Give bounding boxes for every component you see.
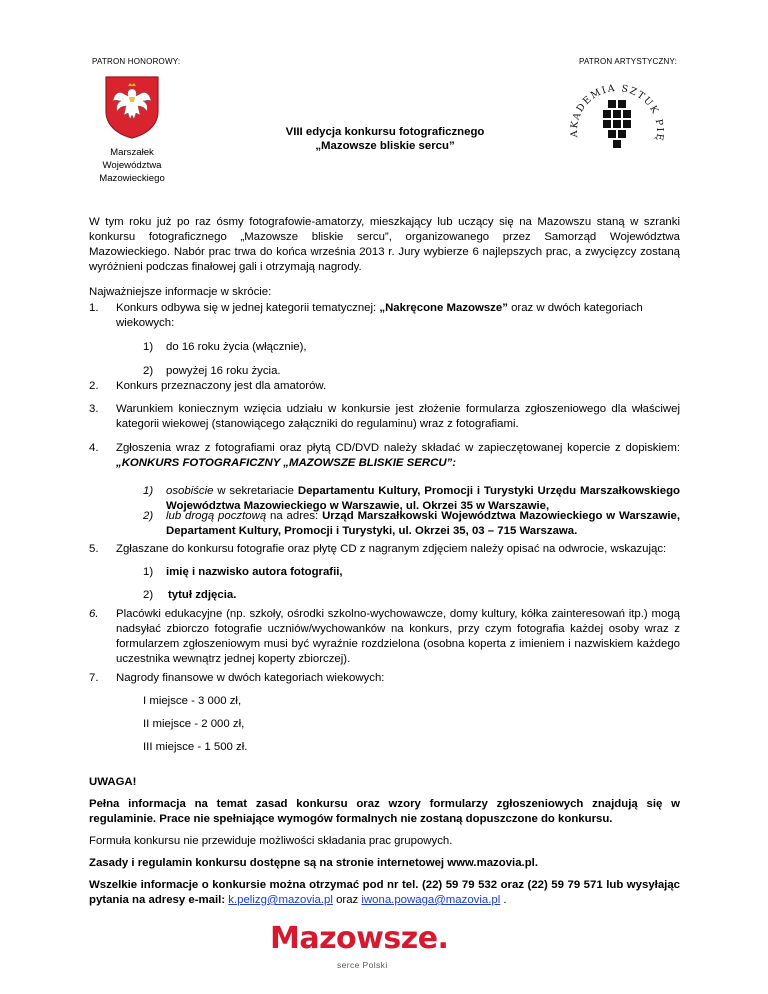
item-1-sub-2-number: 2) xyxy=(143,365,154,377)
marszalek-line-2: Województwa xyxy=(102,160,162,171)
item-5-sub-1: imię i nazwisko autora fotografii, xyxy=(166,566,343,578)
document-title xyxy=(250,125,520,153)
item-4-sub-2-mode: lub drogą pocztową xyxy=(166,510,267,522)
marszalek-caption xyxy=(80,146,184,185)
contact-text: Wszelkie informacje o konkursie można otrzymać pod nr tel. (22) 59 79 532 oraz (22) 59 79 571 lub wysyłając pytania na adresy e-mail: xyxy=(89,879,680,906)
email-link-1[interactable]: k.pelizg@mazovia.pl xyxy=(228,894,333,906)
academy-logo-icon xyxy=(562,70,672,180)
item-5-sub-2-number: 2) xyxy=(143,589,154,601)
item-4-text: Zgłoszenia wraz z fotografiami oraz płytą CD/DVD należy składać w zapieczętowanej kopercie z dopiskiem: xyxy=(116,442,680,454)
item-5: Zgłaszane do konkursu fotografie oraz płytę CD z nagranym zdjęciem należy opisać na odwrocie, wskazując: xyxy=(116,543,667,555)
mazowsze-logo xyxy=(270,922,470,982)
prize-2: II miejsce - 2 000 zł, xyxy=(143,718,245,730)
item-7: Nagrody finansowe w dwóch kategoriach wiekowych: xyxy=(116,672,385,684)
item-5-sub-2: tytuł zdjęcia. xyxy=(168,589,237,601)
item-4-inscription: „KONKURS FOTOGRAFICZNY „MAZOWSZE BLISKIE SERCU”: xyxy=(116,457,457,469)
coat-of-arms-icon xyxy=(104,75,160,139)
item-4-sub-1-number: 1) xyxy=(143,485,154,497)
email-link-2[interactable]: iwona.powaga@mazovia.pl xyxy=(361,894,501,906)
item-4-sub-2 xyxy=(166,509,680,539)
item-number-1: 1. xyxy=(89,302,99,314)
item-number-2: 2. xyxy=(89,380,99,392)
item-4-sub-1-mode: osobiście xyxy=(166,485,214,497)
marszalek-line-3: Mazowieckiego xyxy=(99,173,165,184)
item-3: Warunkiem koniecznym wzięcia udziału w konkursie jest złożenie formularza zgłoszeniowego dla właściwej kategorii wiekowej (stanowiącego załączniki do regulaminu) wraz z fotografiami. xyxy=(116,403,680,430)
item-number-4: 4. xyxy=(89,442,99,454)
full-info-note: Pełna informacja na temat zasad konkursu oraz wzory formularzy zgłoszeniowych znajdują się w regulaminie. Prace nie spełniające wymogów formalnych nie zostaną dopuszczone do konkursu. xyxy=(89,798,680,825)
item-4-sub-2-mid: na adres: xyxy=(266,510,323,522)
contact-post: . xyxy=(500,894,507,906)
item-number-7: 7. xyxy=(89,672,99,684)
mazowsze-logo-tagline: serce Polski xyxy=(337,960,388,970)
contact-info xyxy=(89,878,680,908)
patron-honorowy-label: PATRON HONOROWY: xyxy=(92,57,181,66)
patron-artystyczny-label: PATRON ARTYSTYCZNY: xyxy=(579,57,678,66)
prize-3: III miejsce - 1 500 zł. xyxy=(143,741,248,753)
group-works-note: Formuła konkursu nie przewiduje możliwości składania prac grupowych. xyxy=(89,835,453,847)
title-line-2: „Mazowsze bliskie sercu” xyxy=(315,140,455,152)
item-4-sub-2-number: 2) xyxy=(143,510,154,522)
marszalek-line-1: Marszałek xyxy=(110,147,154,158)
item-1-sub-2: powyżej 16 roku życia. xyxy=(166,365,281,377)
item-1 xyxy=(116,301,680,331)
item-1-text-post: oraz w dwóch kategoriach wiekowych: xyxy=(116,302,643,329)
item-4-sub-1-address: Departamentu Kultury, Promocji i Turystyki Urzędu Marszałkowskiego Województwa Mazowieckiego w Warszawie, ul. Okrzei 35 w Warszawie, xyxy=(166,485,681,512)
item-1-sub-1-number: 1) xyxy=(143,341,154,353)
summary-heading: Najważniejsze informacje w skrócie: xyxy=(89,286,272,298)
uwaga-heading: UWAGA! xyxy=(89,776,137,788)
item-6: Placówki edukacyjne (np. szkoły, ośrodki szkolno-wychowawcze, domy kultury, kółka zainteresowań itp.) mogą nadsyłać zbiorczo fotografie uczniów/wychowanków na konkurs, przy czym fotografia każdej osoby wraz z formularzem zgłoszeniowym musi być wyraźnie rozdzielona (osobna koperta z imieniem i nazwiskiem każdego uczestnika wewnątrz jednej koperty zbiorczej). xyxy=(116,608,680,665)
rules-note: Zasady i regulamin konkursu dostępne są na stronie internetowej www.mazovia.pl. xyxy=(89,857,538,869)
item-number-6: 6. xyxy=(89,608,99,620)
prize-1: I miejsce - 3 000 zł, xyxy=(143,695,242,707)
item-1-text-pre: Konkurs odbywa się w jednej kategorii tematycznej: xyxy=(116,302,380,314)
item-number-3: 3. xyxy=(89,403,99,415)
item-number-5: 5. xyxy=(89,543,99,555)
intro-paragraph: W tym roku już po raz ósmy fotografowie-amatorzy, mieszkający lub uczący się na Mazowszu staną w szranki konkursu fotograficznego „Mazowsze bliskie sercu”, organizowanego przez Samorząd Województwa Mazowieckiego. Nabór prac trwa do końca września 2013 r. Jury wybierze 6 najlepszych prac, a zwycięzcy zostaną wyróżnieni podczas finałowej gali i otrzymają nagrody. xyxy=(89,216,680,273)
item-1-sub-1: do 16 roku życia (włącznie), xyxy=(166,341,307,353)
title-line-1: VIII edycja konkursu fotograficznego xyxy=(285,126,485,138)
item-2: Konkurs przeznaczony jest dla amatorów. xyxy=(116,380,327,392)
academy-logo-text: AKADEMIA SZTUK PIĘ xyxy=(568,82,666,143)
mazowsze-logo-wordmark: Mazowsze. xyxy=(270,921,449,956)
item-4 xyxy=(116,441,680,471)
item-5-sub-1-number: 1) xyxy=(143,566,154,578)
item-1-category: „Nakręcone Mazowsze” xyxy=(379,302,508,314)
item-4-sub-2-address: Urząd Marszałkowski Województwa Mazowieckiego w Warszawie, Departament Kultury, Promocji i Turystyki, ul. Okrzei 35, 03 – 715 Warszawa. xyxy=(166,510,680,537)
item-4-sub-1-mid: w sekretariacie xyxy=(213,485,298,497)
contact-mid: oraz xyxy=(332,894,362,906)
